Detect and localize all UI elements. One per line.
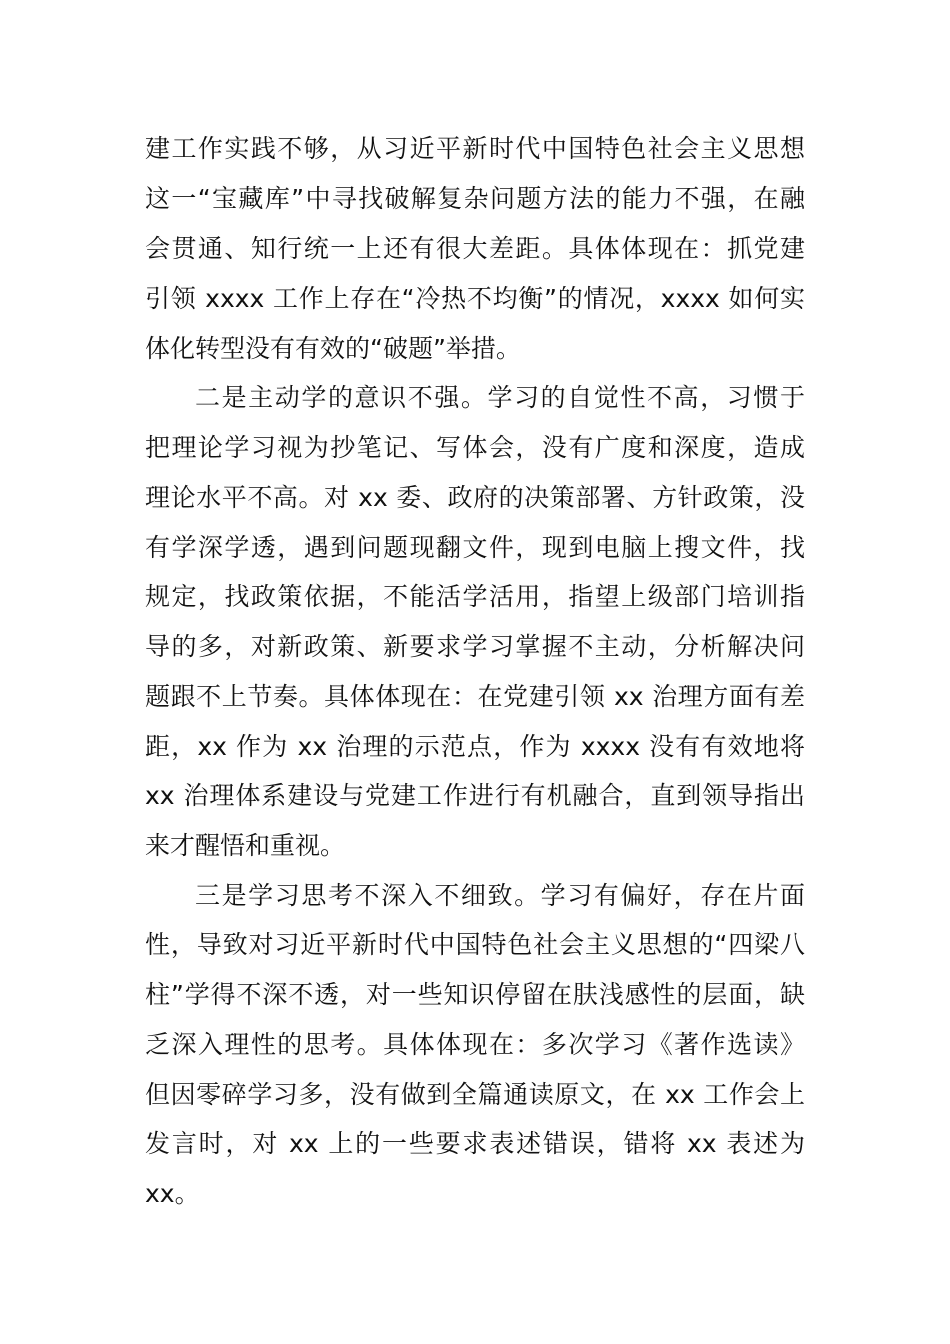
text-line: 体化转型没有有效的“破题”举措。: [145, 334, 521, 363]
text-line: 三是学习思考不深入不细致。学习有偏好，存在片面: [195, 881, 805, 910]
text-line: 乏深入理性的思考。具体体现在：多次学习《著作选读》: [145, 1030, 805, 1059]
text-line: 引领 xxxx 工作上存在“冷热不均衡”的情况，xxxx 如何实: [145, 284, 805, 313]
text-line: 把理论学习视为抄笔记、写体会，没有广度和深度，造成: [145, 433, 805, 462]
text-line: 理论水平不高。对 xx 委、政府的决策部署、方针政策，没: [145, 483, 805, 512]
text-line: 发言时，对 xx 上的一些要求表述错误，错将 xx 表述为: [145, 1129, 805, 1158]
text-line: 柱”学得不深不透，对一些知识停留在肤浅感性的层面，缺: [145, 980, 805, 1009]
text-line: 会贯通、知行统一上还有很大差距。具体体现在：抓党建: [145, 234, 805, 263]
text-line: 规定，找政策依据，不能活学活用，指望上级部门培训指: [145, 582, 805, 611]
text-line: 题跟不上节奏。具体体现在：在党建引领 xx 治理方面有差: [145, 682, 805, 711]
text-line: 有学深学透，遇到问题现翻文件，现到电脑上搜文件，找: [145, 533, 805, 562]
text-line: 导的多，对新政策、新要求学习掌握不主动，分析解决问: [145, 632, 805, 661]
text-line: 距，xx 作为 xx 治理的示范点，作为 xxxx 没有有效地将: [145, 732, 805, 761]
text-line: 建工作实践不够，从习近平新时代中国特色社会主义思想: [145, 134, 805, 163]
text-line: xx 治理体系建设与党建工作进行有机融合，直到领导指出: [145, 781, 805, 810]
text-line: 性，导致对习近平新时代中国特色社会主义思想的“四梁八: [145, 930, 805, 959]
text-line: 但因零碎学习多，没有做到全篇通读原文，在 xx 工作会上: [145, 1080, 805, 1109]
text-line: 来才醒悟和重视。: [145, 831, 346, 860]
text-line: 这一“宝藏库”中寻找破解复杂问题方法的能力不强，在融: [145, 184, 805, 213]
text-line: 二是主动学的意识不强。学习的自觉性不高，习惯于: [195, 383, 805, 412]
text-line: xx。: [145, 1179, 200, 1208]
